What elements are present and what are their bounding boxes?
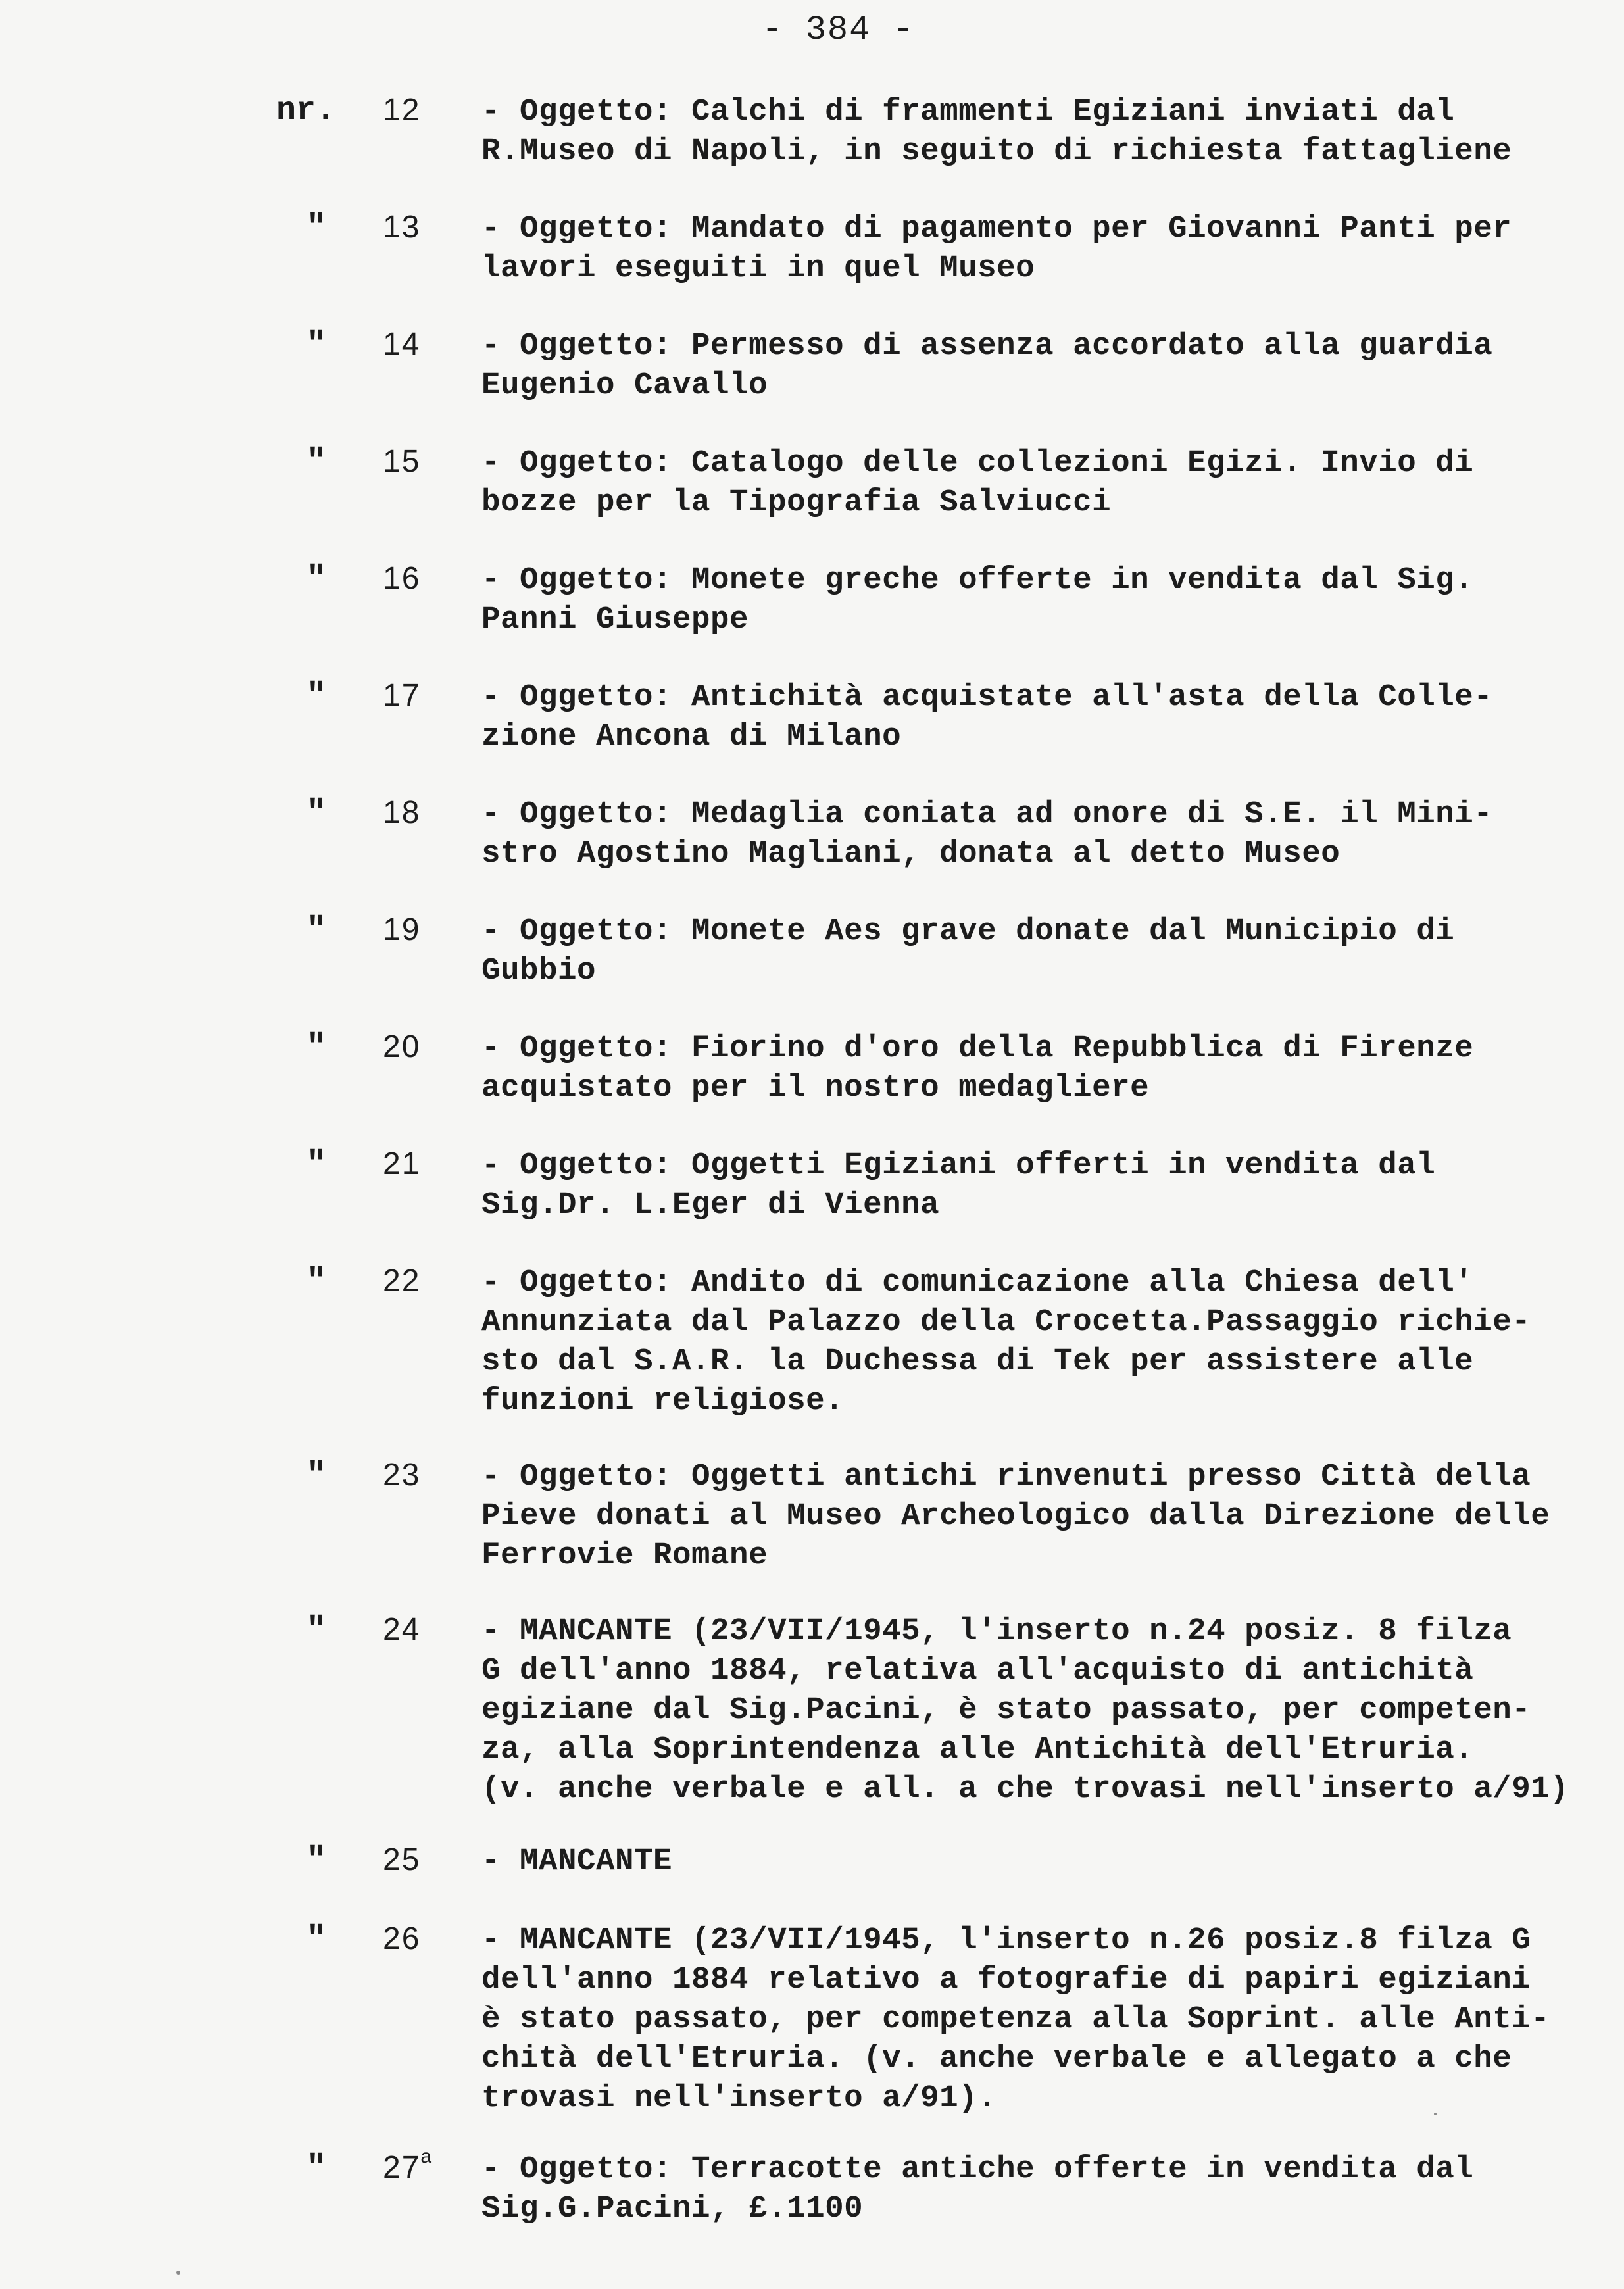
ditto-mark: " (307, 1029, 327, 1066)
ditto-mark: " (307, 1457, 327, 1494)
entry-line: Ferrovie Romane (481, 1538, 768, 1573)
entry-number: 23 (383, 1458, 421, 1492)
entry-text (481, 912, 1613, 991)
entry-number-superscript: a (420, 2146, 433, 2167)
ditto-mark: " (307, 1842, 327, 1879)
scan-speck (176, 2271, 180, 2275)
ditto-mark: " (307, 1146, 327, 1183)
ditto-mark: " (307, 443, 327, 481)
entry-line: - MANCANTE (23/VII/1945, l'inserto n.26 posiz.8 filza G (481, 1923, 1531, 1958)
entry-number-value: 27 (383, 2150, 421, 2185)
entry-line: Gubbio (481, 953, 597, 989)
entry-line: bozze per la Tipografia Salviucci (481, 485, 1112, 520)
entry-line: lavori eseguiti in quel Museo (481, 251, 1035, 286)
entry-line: stro Agostino Magliani, donata al detto Museo (481, 836, 1341, 872)
entry-prefix: nr. (276, 92, 336, 130)
entry-line: sto dal S.A.R. la Duchessa di Tek per assistere alle (481, 1344, 1474, 1379)
entry-line: - Oggetto: Monete greche offerte in vendita dal Sig. (481, 562, 1474, 598)
entry-number: 26 (383, 1921, 421, 1956)
entry-text (481, 1612, 1613, 1809)
entry-number: 14 (383, 327, 421, 362)
entry-line: funzioni religiose. (481, 1383, 845, 1419)
entry-number: 13 (383, 210, 421, 245)
entry-line: acquistato per il nostro medagliere (481, 1070, 1150, 1106)
entry-number: 22 (383, 1264, 421, 1298)
entry-text (481, 1457, 1613, 1575)
entry-text (481, 1263, 1613, 1421)
entry-text (481, 1842, 1613, 1881)
entry-number (383, 2146, 433, 2186)
entry-number: 19 (383, 912, 421, 947)
ditto-mark: " (307, 1921, 327, 1958)
entry-text (481, 1921, 1613, 2118)
entry-number: 17 (383, 678, 421, 713)
entry-line: - Oggetto: Oggetti antichi rinvenuti presso Città della (481, 1459, 1531, 1494)
entry-text (481, 209, 1613, 288)
entry-line: - Oggetto: Andito di comunicazione alla Chiesa dell' (481, 1265, 1474, 1300)
entry-line: - Oggetto: Calchi di frammenti Egiziani inviati dal (481, 94, 1455, 130)
entry-text (481, 443, 1613, 522)
ditto-mark: " (307, 795, 327, 832)
entry-text (481, 560, 1613, 639)
ditto-mark: " (307, 209, 327, 247)
entry-line: Sig.Dr. L.Eger di Vienna (481, 1187, 940, 1223)
entry-line: za, alla Soprintendenza alle Antichità dell'Etruria. (481, 1732, 1474, 1767)
entry-line: - Oggetto: Medaglia coniata ad onore di S.E. il Mini- (481, 797, 1493, 832)
entry-text (481, 677, 1613, 756)
entry-line: G dell'anno 1884, relativa all'acquisto di antichità (481, 1653, 1474, 1688)
entry-line: - Oggetto: Fiorino d'oro della Repubblica di Firenze (481, 1031, 1474, 1066)
entry-number: 24 (383, 1612, 421, 1647)
entry-line: egiziane dal Sig.Pacini, è stato passato, per competen- (481, 1692, 1531, 1728)
entry-line: Sig.G.Pacini, £.1100 (481, 2191, 864, 2227)
entry-line: dell'anno 1884 relativo a fotografie di papiri egiziani (481, 1962, 1531, 1998)
entry-text (481, 326, 1613, 405)
ditto-mark: " (307, 677, 327, 715)
ditto-mark: " (307, 912, 327, 949)
entry-number: 18 (383, 795, 421, 830)
page-number: - 384 - (762, 11, 915, 49)
entry-text (481, 2150, 1613, 2228)
ditto-mark: " (307, 560, 327, 598)
entry-line: - Oggetto: Permesso di assenza accordato alla guardia (481, 328, 1493, 364)
entry-text (481, 1146, 1613, 1225)
entry-line: chità dell'Etruria. (v. anche verbale e allegato a che (481, 2041, 1512, 2077)
entry-number: 15 (383, 444, 421, 479)
entry-line: - Oggetto: Oggetti Egiziani offerti in vendita dal (481, 1148, 1436, 1183)
scan-speck (1434, 2113, 1437, 2115)
entry-number: 16 (383, 561, 421, 596)
entry-number: 21 (383, 1146, 421, 1181)
entry-number: 25 (383, 1842, 421, 1877)
entry-line: - Oggetto: Antichità acquistate all'asta della Colle- (481, 679, 1493, 715)
entry-text (481, 1029, 1613, 1108)
entry-line: Eugenio Cavallo (481, 368, 768, 403)
entry-line: - Oggetto: Terracotte antiche offerte in vendita dal (481, 2152, 1474, 2187)
entry-line: zione Ancona di Milano (481, 719, 902, 754)
entry-line: Pieve donati al Museo Archeologico dalla Direzione delle (481, 1498, 1550, 1534)
entry-line: - Oggetto: Mandato di pagamento per Giovanni Panti per (481, 211, 1512, 247)
entry-number: 20 (383, 1029, 421, 1064)
entry-text (481, 795, 1613, 874)
entry-line: Annunziata dal Palazzo della Crocetta.Passaggio richie- (481, 1304, 1531, 1340)
entry-line: Panni Giuseppe (481, 602, 749, 637)
ditto-mark: " (307, 1263, 327, 1300)
entry-line: (v. anche verbale e all. a che trovasi nell'inserto a/91) (481, 1771, 1569, 1807)
entry-line: R.Museo di Napoli, in seguito di richiesta fattagliene (481, 134, 1512, 169)
ditto-mark: " (307, 2150, 327, 2187)
entry-line: trovasi nell'inserto a/91). (481, 2080, 997, 2116)
entry-line: - MANCANTE (23/VII/1945, l'inserto n.24 posiz. 8 filza (481, 1613, 1512, 1649)
entry-text (481, 92, 1613, 171)
entry-line: - Oggetto: Monete Aes grave donate dal Municipio di (481, 914, 1455, 949)
ditto-mark: " (307, 326, 327, 364)
ditto-mark: " (307, 1612, 327, 1649)
entry-number: 12 (383, 93, 421, 128)
entry-line: - Oggetto: Catalogo delle collezioni Egizi. Invio di (481, 445, 1474, 481)
entry-line: è stato passato, per competenza alla Soprint. alle Anti- (481, 2002, 1550, 2037)
entry-line: - MANCANTE (481, 1844, 673, 1879)
